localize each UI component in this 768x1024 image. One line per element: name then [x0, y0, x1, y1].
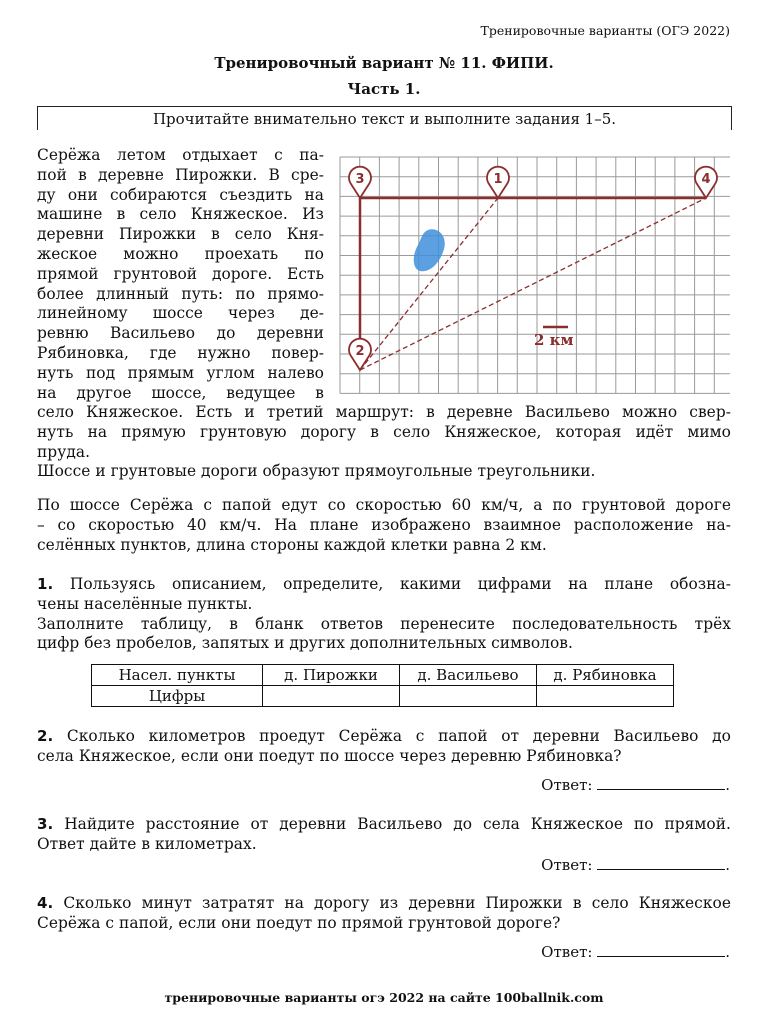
text-line: село Княжеское. Есть и третий маршрут: в деревне Васильево можно свер- [37, 403, 731, 421]
text-line: на другое шоссе, ведущее в [37, 383, 324, 402]
question-number: 3. [37, 815, 54, 833]
answer-label: Ответ: [541, 943, 593, 961]
answer-line-4: Ответ: . [541, 943, 730, 961]
answer-blank[interactable] [597, 855, 725, 870]
map-grid [340, 157, 730, 393]
text-line: пой в деревне Пирожки. В сре- [37, 165, 324, 184]
question-3 [37, 815, 731, 855]
question-text: Сколько километров проедут Серёжа с папой от деревни Васильево до [66, 727, 731, 745]
table-row-label: Цифры [92, 686, 263, 707]
table-header: Насел. пункты [92, 665, 263, 686]
question-text: Пользуясь описанием, определите, какими цифрами на плане обозна- [69, 575, 732, 593]
text-line: ду они собираются съездить на [37, 185, 324, 204]
text-line: села Княжеское, если они поедут по шоссе через деревню Рябиновка? [37, 746, 622, 765]
text-line: – со скоростью 40 км/ч. На плане изображено взаимное расположение на- [37, 515, 731, 534]
question-number: 4. [37, 894, 54, 912]
text-line [37, 727, 731, 747]
text-line: Ответ дайте в километрах. [37, 834, 257, 853]
answer-line-3: Ответ: . [541, 856, 730, 874]
text-line: прямой грунтовой дороге. Есть [37, 264, 324, 283]
part-title: Часть 1. [347, 80, 421, 98]
marker-4 [695, 167, 717, 198]
text-line: линейному шоссе через де- [37, 304, 324, 323]
table-cell-ryabinovka[interactable] [537, 686, 674, 707]
dirt-road-to-4 [360, 198, 706, 370]
dirt-road-to-1 [360, 198, 498, 370]
table-cell-vasilevo[interactable] [400, 686, 537, 707]
instruction-box: Прочитайте внимательно текст и выполните задания 1–5. [37, 106, 732, 130]
page-header: Тренировочные варианты (ОГЭ 2022) [480, 23, 730, 38]
text-line: Серёжа летом отдыхает с па- [37, 146, 324, 164]
page-footer: тренировочные варианты огэ 2022 на сайте 100ballnik.com [164, 990, 604, 1005]
question-2 [37, 727, 731, 767]
question-number: 2. [37, 727, 54, 745]
speed-text [37, 496, 731, 555]
scale-label: 2 км [534, 331, 574, 349]
text-line: селённых пунктов, длина стороны каждой клетки равна 2 км. [37, 535, 547, 554]
text-line [37, 575, 731, 595]
intro-text-wide [37, 403, 731, 482]
answer-blank[interactable] [597, 942, 725, 957]
marker-label: 4 [701, 172, 711, 187]
marker-label: 2 [355, 344, 365, 359]
text-line: ревню Васильево до деревни [37, 324, 324, 343]
text-line: Шоссе и грунтовые дороги образуют прямоугольные треугольники. [37, 462, 596, 481]
question-number: 1. [37, 575, 54, 593]
answer-table [91, 664, 674, 707]
marker-1 [487, 167, 509, 198]
text-line: Серёжа с папой, если они поедут по прямой грунтовой дороге? [37, 913, 561, 932]
marker-label: 1 [493, 172, 503, 187]
marker-2 [349, 339, 371, 370]
text-line [37, 815, 731, 835]
text-line: Рябиновка, где нужно повер- [37, 343, 324, 362]
table-header: д. Рябиновка [537, 665, 674, 686]
answer-label: Ответ: [541, 856, 593, 874]
table-header: д. Пирожки [263, 665, 400, 686]
marker-label: 3 [355, 172, 365, 187]
intro-text-narrow [37, 146, 324, 403]
answer-label: Ответ: [541, 776, 593, 794]
answer-line-2: Ответ: . [541, 776, 730, 794]
question-4 [37, 894, 731, 934]
text-line: машине в село Княжеское. Из [37, 205, 324, 224]
village-map [338, 155, 730, 395]
text-line: деревни Пирожки в село Кня- [37, 225, 324, 244]
text-line: нуть под прямым углом налево [37, 363, 324, 382]
table-header: д. Васильево [400, 665, 537, 686]
text-line: более длинный путь: по прямо- [37, 284, 324, 303]
text-line: По шоссе Серёжа с папой едут со скоростью 60 км/ч, а по грунтовой дороге [37, 496, 731, 514]
text-line: жеское можно проехать по [37, 244, 324, 263]
text-line: цифр без пробелов, запятых и других дополнительных символов. [37, 634, 573, 653]
table-cell-pirozhki[interactable] [263, 686, 400, 707]
question-text: Найдите расстояние от деревни Васильево до села Княжеское по прямой. [64, 815, 732, 833]
text-line: Заполните таблицу, в бланк ответов перенесите последовательность трёх [37, 614, 731, 633]
text-line [37, 894, 731, 914]
text-line: пруда. [37, 442, 91, 461]
page-title: Тренировочный вариант № 11. ФИПИ. [214, 54, 554, 72]
marker-3 [349, 167, 371, 198]
question-text: Сколько минут затратят на дорогу из деревни Пирожки в село Княжеское [63, 894, 731, 912]
text-line: чены населённые пункты. [37, 594, 253, 613]
answer-blank[interactable] [597, 775, 725, 790]
question-1 [37, 575, 731, 654]
text-line: нуть на прямую грунтовую дорогу в село Княжеское, которая идёт мимо [37, 422, 731, 441]
